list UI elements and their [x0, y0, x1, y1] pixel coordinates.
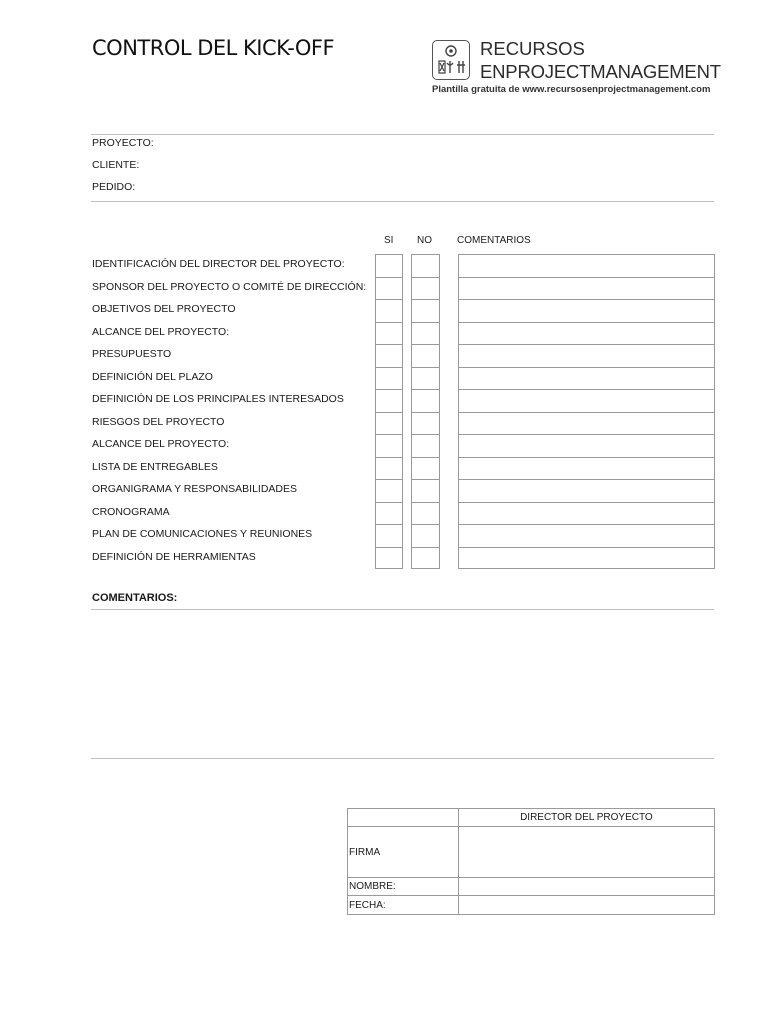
- checkbox-si[interactable]: [376, 322, 402, 344]
- checklist-item-label: ALCANCE DEL PROYECTO:: [92, 438, 230, 450]
- checkbox-no[interactable]: [412, 547, 439, 569]
- comment-cell[interactable]: [459, 345, 714, 367]
- document-title: CONTROL DEL KICK-OFF: [92, 36, 335, 60]
- fecha-field[interactable]: [458, 896, 714, 915]
- row-divider: [375, 322, 403, 323]
- checkbox-si[interactable]: [376, 480, 402, 502]
- row-divider: [411, 434, 440, 435]
- checklist-item-label: DEFINICIÓN DE HERRAMIENTAS: [92, 550, 256, 563]
- checklist-item-label: DEFINICIÓN DEL PLAZO: [92, 370, 213, 383]
- checkbox-no[interactable]: [412, 412, 439, 434]
- checklist-item-label: IDENTIFICACIÓN DEL DIRECTOR DEL PROYECTO:: [92, 258, 345, 270]
- checkbox-no[interactable]: [412, 525, 439, 547]
- row-divider: [375, 389, 403, 390]
- checkbox-si[interactable]: [376, 367, 402, 389]
- checkbox-si[interactable]: [376, 525, 402, 547]
- checkbox-si[interactable]: [376, 345, 402, 367]
- comment-cell[interactable]: [459, 480, 714, 502]
- row-divider: [375, 299, 403, 300]
- checkbox-si[interactable]: [376, 300, 402, 322]
- checkbox-si[interactable]: [376, 412, 402, 434]
- row-divider: [458, 389, 715, 390]
- comments-area[interactable]: [91, 612, 714, 756]
- checklist-item-label: RIESGOS DEL PROYECTO: [92, 415, 225, 428]
- checkbox-no[interactable]: [412, 300, 439, 322]
- signature-header: DIRECTOR DEL PROYECTO: [458, 809, 714, 827]
- row-divider: [458, 547, 715, 548]
- checkbox-si[interactable]: [376, 435, 402, 457]
- checkbox-no[interactable]: [412, 277, 439, 299]
- logo-icon: [432, 40, 470, 80]
- comment-cell[interactable]: [459, 300, 714, 322]
- row-divider: [411, 457, 440, 458]
- checklist-item-label: ORGANIGRAMA Y RESPONSABILIDADES: [92, 483, 298, 495]
- checkbox-si[interactable]: [376, 547, 402, 569]
- logo-text-line1: RECURSOS: [480, 38, 585, 59]
- firma-label: FIRMA: [348, 827, 459, 878]
- checkbox-no[interactable]: [412, 322, 439, 344]
- row-divider: [411, 299, 440, 300]
- logo-subtitle: Plantilla gratuita de www.recursosenprojectmanagement.com: [432, 84, 711, 95]
- proyecto-label: PROYECTO:: [92, 137, 154, 149]
- row-divider: [411, 479, 440, 480]
- row-divider: [411, 344, 440, 345]
- comment-cell[interactable]: [459, 390, 714, 412]
- row-divider: [375, 277, 403, 278]
- checklist-item-label: LISTA DE ENTREGABLES: [92, 460, 218, 473]
- pedido-label: PEDIDO:: [92, 181, 136, 193]
- comment-cell[interactable]: [459, 435, 714, 457]
- checkbox-si[interactable]: [376, 457, 402, 479]
- row-divider: [458, 299, 715, 300]
- checkbox-no[interactable]: [412, 345, 439, 367]
- signature-table: [347, 808, 715, 915]
- comments-label: COMENTARIOS:: [92, 592, 178, 604]
- checklist-item-label: DEFINICIÓN DE LOS PRINCIPALES INTERESADOS: [92, 393, 344, 405]
- divider-project-info: [91, 201, 714, 202]
- column-header-comentarios: COMENTARIOS: [457, 235, 531, 246]
- checkbox-si[interactable]: [376, 390, 402, 412]
- logo-text-line2: ENPROJECTMANAGEMENT: [480, 61, 721, 82]
- column-header-si: SI: [384, 235, 394, 246]
- row-divider: [411, 412, 440, 413]
- checkbox-no[interactable]: [412, 390, 439, 412]
- comment-cell[interactable]: [459, 525, 714, 547]
- checklist-item-label: PRESUPUESTO: [92, 348, 172, 360]
- row-divider: [375, 434, 403, 435]
- row-divider: [411, 547, 440, 548]
- row-divider: [458, 277, 715, 278]
- checkbox-no[interactable]: [412, 480, 439, 502]
- row-divider: [375, 412, 403, 413]
- checklist-item-label: SPONSOR DEL PROYECTO O COMITÉ DE DIRECCIÓN:: [92, 280, 367, 293]
- row-divider: [375, 502, 403, 503]
- comment-cell[interactable]: [459, 412, 714, 434]
- row-divider: [458, 479, 715, 480]
- row-divider: [458, 322, 715, 323]
- comment-cell[interactable]: [459, 502, 714, 524]
- checkbox-si[interactable]: [376, 255, 402, 277]
- row-divider: [458, 524, 715, 525]
- row-divider: [375, 524, 403, 525]
- row-divider: [411, 322, 440, 323]
- row-divider: [458, 434, 715, 435]
- divider-comments-top: [91, 609, 714, 610]
- checkbox-no[interactable]: [412, 367, 439, 389]
- row-divider: [458, 344, 715, 345]
- row-divider: [375, 547, 403, 548]
- comment-cell[interactable]: [459, 367, 714, 389]
- comment-cell[interactable]: [459, 322, 714, 344]
- checkbox-no[interactable]: [412, 457, 439, 479]
- checkbox-no[interactable]: [412, 435, 439, 457]
- divider-comments-bottom: [91, 758, 714, 759]
- nombre-field[interactable]: [458, 878, 714, 896]
- row-divider: [411, 389, 440, 390]
- row-divider: [375, 457, 403, 458]
- checkbox-si[interactable]: [376, 277, 402, 299]
- fecha-label: FECHA:: [348, 896, 459, 915]
- checklist-item-label: PLAN DE COMUNICACIONES Y REUNIONES: [92, 528, 313, 540]
- signature-corner-cell: [348, 809, 459, 827]
- row-divider: [458, 457, 715, 458]
- row-divider: [411, 524, 440, 525]
- firma-field[interactable]: [458, 827, 714, 878]
- checkbox-no[interactable]: [412, 255, 439, 277]
- row-divider: [375, 344, 403, 345]
- comment-cell[interactable]: [459, 547, 714, 569]
- row-divider: [411, 502, 440, 503]
- checkbox-no[interactable]: [412, 502, 439, 524]
- comment-cell[interactable]: [459, 255, 714, 277]
- comment-cell[interactable]: [459, 457, 714, 479]
- column-header-no: NO: [417, 235, 432, 246]
- row-divider: [411, 277, 440, 278]
- row-divider: [375, 367, 403, 368]
- row-divider: [458, 502, 715, 503]
- checklist-item-label: ALCANCE DEL PROYECTO:: [92, 325, 230, 338]
- row-divider: [411, 367, 440, 368]
- nombre-label: NOMBRE:: [348, 878, 459, 896]
- comment-cell[interactable]: [459, 277, 714, 299]
- checklist-item-label: CRONOGRAMA: [92, 505, 170, 518]
- checkbox-si[interactable]: [376, 502, 402, 524]
- checklist-item-label: OBJETIVOS DEL PROYECTO: [92, 303, 236, 315]
- row-divider: [458, 412, 715, 413]
- row-divider: [458, 367, 715, 368]
- row-divider: [375, 479, 403, 480]
- cliente-label: CLIENTE:: [92, 159, 140, 171]
- divider-top: [91, 134, 714, 135]
